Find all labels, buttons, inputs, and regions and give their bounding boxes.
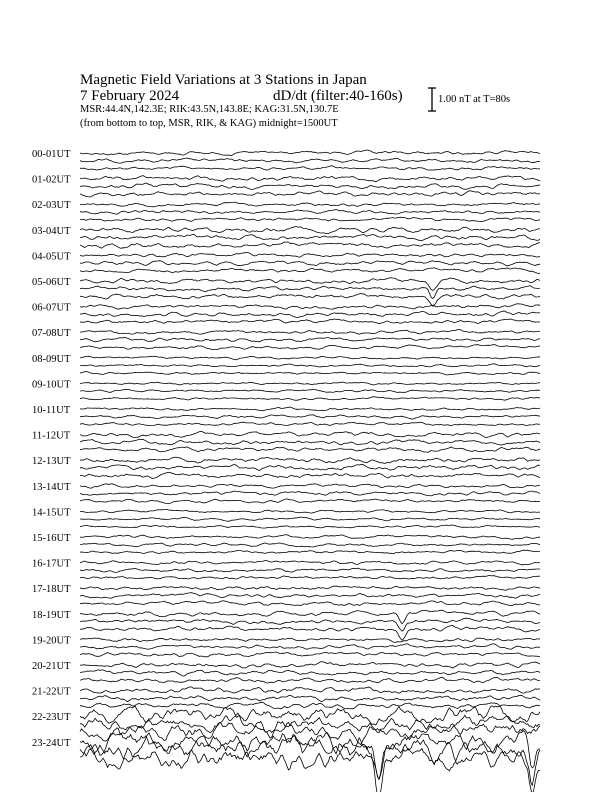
trace-kag-09-10ut	[80, 382, 540, 385]
trace-msr-17-18ut	[80, 601, 540, 606]
trace-msr-02-03ut	[80, 217, 540, 221]
hour-label: 21-22UT	[32, 686, 71, 698]
trace-rik-20-21ut	[80, 670, 540, 676]
scale-bar-label: 1.00 nT at T=80s	[438, 94, 511, 105]
trace-kag-21-22ut	[80, 687, 540, 693]
trace-msr-16-17ut	[80, 575, 540, 579]
trace-msr-18-19ut	[80, 625, 540, 640]
trace-msr-04-05ut	[80, 268, 540, 274]
trace-kag-01-02ut	[80, 176, 540, 182]
trace-msr-21-22ut	[80, 702, 540, 709]
trace-rik-14-15ut	[80, 517, 540, 521]
trace-rik-01-02ut	[80, 183, 540, 189]
trace-rik-17-18ut	[80, 593, 540, 599]
trace-kag-07-08ut	[80, 329, 540, 334]
hour-label: 15-16UT	[32, 533, 71, 544]
filter-label: dD/dt (filter:40-160s)	[273, 88, 403, 104]
trace-msr-12-13ut	[80, 472, 540, 478]
trace-kag-02-03ut	[80, 202, 540, 207]
trace-rik-03-04ut	[80, 234, 540, 240]
trace-msr-11-12ut	[80, 447, 540, 452]
hour-label: 22-23UT	[32, 712, 71, 724]
chart-title: Magnetic Field Variations at 3 Stations in Japan	[80, 72, 367, 88]
hour-label: 16-17UT	[32, 558, 71, 570]
scale-bar	[428, 88, 436, 111]
hour-label: 10-11UT	[32, 405, 71, 416]
hour-label: 09-10UT	[32, 379, 71, 391]
hour-label: 11-12UT	[32, 430, 71, 442]
trace-kag-19-20ut	[80, 638, 540, 642]
trace-kag-22-23ut	[80, 706, 540, 725]
hour-label: 08-09UT	[32, 353, 71, 365]
trace-rik-09-10ut	[80, 389, 540, 392]
trace-rik-11-12ut	[80, 439, 540, 445]
station-order-note: (from bottom to top, MSR, RIK, & KAG) midnight=1500UT	[80, 118, 338, 129]
trace-msr-08-09ut	[80, 372, 540, 375]
trace-kag-20-21ut	[80, 662, 540, 669]
trace-msr-23-24ut	[80, 745, 540, 792]
hour-label: 02-03UT	[32, 200, 71, 212]
trace-rik-00-01ut	[80, 158, 540, 163]
trace-rik-19-20ut	[80, 644, 540, 650]
hour-label: 06-07UT	[32, 302, 71, 314]
trace-rik-12-13ut	[80, 464, 540, 470]
trace-rik-22-23ut	[80, 713, 540, 733]
hour-label: 07-08UT	[32, 328, 71, 340]
hour-label: 00-01UT	[32, 149, 71, 160]
trace-kag-17-18ut	[80, 586, 540, 590]
trace-msr-07-08ut	[80, 345, 540, 350]
hour-label: 05-06UT	[32, 277, 71, 288]
hour-label: 13-14UT	[32, 481, 71, 493]
hour-label: 01-02UT	[32, 174, 71, 186]
trace-kag-04-05ut	[80, 252, 540, 257]
trace-rik-13-14ut	[80, 491, 540, 496]
trace-kag-23-24ut	[80, 728, 540, 779]
trace-msr-05-06ut	[80, 293, 540, 305]
trace-msr-20-21ut	[80, 677, 540, 683]
hour-label: 03-04UT	[32, 225, 71, 237]
trace-rik-15-16ut	[80, 543, 540, 547]
hour-label: 17-18UT	[32, 584, 71, 596]
hour-label: 18-19UT	[32, 609, 71, 621]
trace-rik-23-24ut	[80, 733, 540, 785]
trace-msr-00-01ut	[80, 166, 540, 171]
station-coordinates: MSR:44.4N,142.3E; RIK:43.5N,143.8E; KAG:31.5N,130.7E	[80, 104, 339, 115]
trace-kag-06-07ut	[80, 304, 540, 310]
trace-kag-16-17ut	[80, 560, 540, 564]
trace-rik-04-05ut	[80, 261, 540, 266]
hour-label: 23-24UT	[32, 737, 71, 749]
trace-kag-00-01ut	[80, 150, 540, 156]
trace-msr-09-10ut	[80, 397, 540, 401]
trace-msr-15-16ut	[80, 550, 540, 553]
trace-rik-02-03ut	[80, 210, 540, 215]
hour-label: 20-21UT	[32, 661, 71, 672]
trace-msr-10-11ut	[80, 422, 540, 426]
trace-kag-15-16ut	[80, 535, 540, 540]
trace-kag-10-11ut	[80, 407, 540, 411]
trace-rik-16-17ut	[80, 568, 540, 572]
trace-kag-08-09ut	[80, 356, 540, 360]
hour-label: 19-20UT	[32, 635, 71, 647]
trace-rik-08-09ut	[80, 364, 540, 367]
trace-kag-11-12ut	[80, 431, 540, 437]
trace-kag-03-04ut	[80, 227, 540, 234]
trace-rik-06-07ut	[80, 311, 540, 318]
trace-kag-12-13ut	[80, 457, 540, 463]
trace-msr-19-20ut	[80, 652, 540, 657]
trace-rik-10-11ut	[80, 415, 540, 419]
trace-msr-06-07ut	[80, 319, 540, 324]
trace-msr-13-14ut	[80, 499, 540, 504]
trace-msr-03-04ut	[80, 242, 540, 248]
hour-label: 14-15UT	[32, 507, 71, 519]
trace-rik-21-22ut	[80, 695, 540, 701]
trace-kag-13-14ut	[80, 484, 540, 489]
trace-rik-07-08ut	[80, 338, 540, 342]
trace-msr-14-15ut	[80, 525, 540, 528]
hour-label: 12-13UT	[32, 456, 71, 468]
hour-label: 04-05UT	[32, 251, 71, 263]
trace-kag-14-15ut	[80, 510, 540, 514]
date-label: 7 February 2024	[80, 88, 180, 104]
trace-msr-01-02ut	[80, 191, 540, 197]
